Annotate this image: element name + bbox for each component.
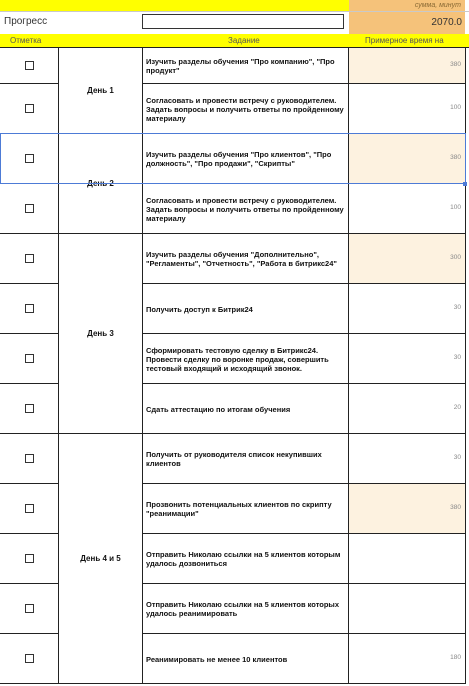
time-value: 100 bbox=[450, 204, 461, 211]
task-text[interactable]: Прозвонить потенциальных клиентов по скрипту "реанимации" bbox=[146, 500, 332, 518]
time-cell[interactable] bbox=[349, 484, 465, 533]
progress-row bbox=[0, 11, 469, 35]
task-text[interactable]: Сформировать тестовую сделку в Битрикс24. Провести сделку по воронке продаж, совершить тестовый входящий и исходящий звонок. bbox=[146, 345, 329, 373]
time-cell[interactable] bbox=[349, 534, 465, 583]
task-text[interactable]: Согласовать и провести встречу с руководителем. Задать вопросы и получить ответы по пройденному материалу bbox=[146, 195, 344, 223]
top-band-yellow bbox=[0, 0, 349, 11]
day-label: День 3 bbox=[59, 329, 142, 338]
column-divider bbox=[142, 48, 143, 684]
header-task[interactable]: Задание bbox=[228, 36, 260, 45]
time-cell[interactable] bbox=[349, 48, 465, 83]
time-value: 300 bbox=[450, 254, 461, 261]
task-checkbox[interactable] bbox=[25, 404, 34, 413]
header-row bbox=[0, 34, 469, 48]
progress-total[interactable]: 2070.0 bbox=[349, 12, 465, 34]
time-value: 180 bbox=[450, 654, 461, 661]
header-mark[interactable]: Отметка bbox=[10, 36, 42, 45]
task-checkbox[interactable] bbox=[25, 354, 34, 363]
time-value: 100 bbox=[450, 104, 461, 111]
task-checkbox[interactable] bbox=[25, 304, 34, 313]
task-checkbox[interactable] bbox=[25, 554, 34, 563]
time-cell[interactable] bbox=[349, 234, 465, 283]
selection-handle[interactable] bbox=[463, 182, 467, 186]
time-cell[interactable] bbox=[349, 184, 465, 233]
task-text[interactable]: Изучить разделы обучения "Про компанию", "Про продукт" bbox=[146, 57, 335, 75]
column-divider bbox=[465, 48, 466, 684]
task-text[interactable]: Получить доступ к Битрик24 bbox=[146, 304, 253, 314]
task-text[interactable]: Изучить разделы обучения "Про клиентов", "Про должность", "Про продажи", "Скрипты" bbox=[146, 150, 332, 168]
task-text[interactable]: Согласовать и провести встречу с руководителем. Задать вопросы и получить ответы по пройденному материалу bbox=[146, 95, 344, 123]
time-cell[interactable] bbox=[349, 634, 465, 683]
time-value: 20 bbox=[453, 404, 461, 411]
task-checkbox[interactable] bbox=[25, 504, 34, 513]
header-time[interactable]: Примерное время на bbox=[365, 36, 444, 45]
day-label: День 4 и 5 bbox=[59, 554, 142, 563]
task-checkbox[interactable] bbox=[25, 154, 34, 163]
task-text[interactable]: Получить от руководителя список некупивших клиентов bbox=[146, 450, 322, 468]
task-checkbox[interactable] bbox=[25, 604, 34, 613]
time-value: 30 bbox=[453, 454, 461, 461]
time-value: 380 bbox=[450, 154, 461, 161]
task-text[interactable]: Отправить Николаю ссылки на 5 клиентов которых удалось реанимировать bbox=[146, 600, 340, 618]
task-text[interactable]: Изучить разделы обучения "Дополнительно", "Регламенты", "Отчетность", "Работа в битрикс24" bbox=[146, 250, 337, 268]
time-cell[interactable] bbox=[349, 284, 465, 333]
time-cell[interactable] bbox=[349, 84, 465, 133]
time-cell[interactable] bbox=[349, 384, 465, 433]
time-value: 380 bbox=[450, 504, 461, 511]
task-text[interactable]: Реанимировать не менее 10 клиентов bbox=[146, 654, 288, 664]
time-cell[interactable] bbox=[349, 134, 465, 183]
top-corner-note[interactable]: сумма, минут bbox=[349, 0, 465, 11]
time-value: 30 bbox=[453, 304, 461, 311]
time-cell[interactable] bbox=[349, 434, 465, 483]
time-cell[interactable] bbox=[349, 334, 465, 383]
time-cell[interactable] bbox=[349, 584, 465, 633]
task-checkbox[interactable] bbox=[25, 254, 34, 263]
day-label: День 2 bbox=[59, 179, 142, 188]
time-value: 380 bbox=[450, 61, 461, 68]
task-checkbox[interactable] bbox=[25, 104, 34, 113]
task-checkbox[interactable] bbox=[25, 61, 34, 70]
task-checkbox[interactable] bbox=[25, 654, 34, 663]
time-value: 30 bbox=[453, 354, 461, 361]
column-divider bbox=[58, 48, 59, 684]
task-checkbox[interactable] bbox=[25, 454, 34, 463]
top-band bbox=[0, 0, 469, 11]
progress-box[interactable] bbox=[142, 14, 344, 29]
task-text[interactable]: Сдать аттестацию по итогам обучения bbox=[146, 404, 291, 414]
column-divider bbox=[348, 48, 349, 684]
day-label: День 1 bbox=[59, 86, 142, 95]
task-text[interactable]: Отправить Николаю ссылки на 5 клиентов которым удалось дозвониться bbox=[146, 550, 341, 568]
progress-label[interactable]: Прогресс bbox=[4, 16, 48, 27]
task-checkbox[interactable] bbox=[25, 204, 34, 213]
